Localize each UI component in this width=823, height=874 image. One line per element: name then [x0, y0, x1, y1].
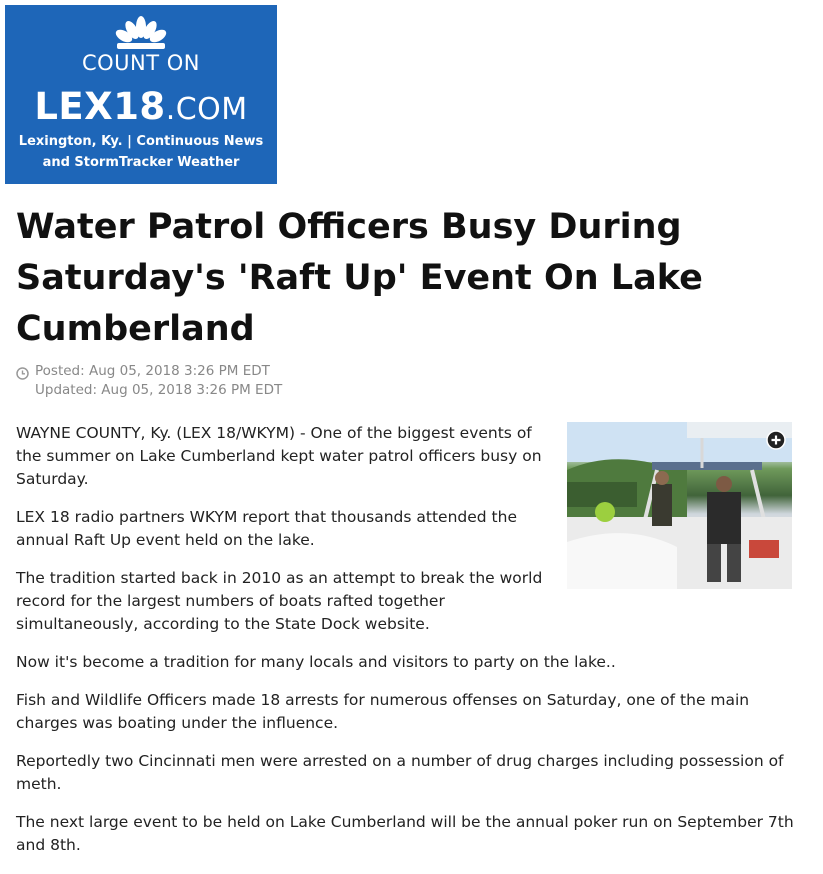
article-photo[interactable]: [567, 422, 792, 589]
article-paragraph: WAYNE COUNTY, Ky. (LEX 18/WKYM) - One of the biggest events of the summer on Lake Cumberland kept water patrol officers busy on Saturday.: [16, 424, 542, 488]
logo-tagline: [5, 131, 277, 173]
article-paragraph: The next large event to be held on Lake Cumberland will be the annual poker run on September 7th and 8th.: [16, 813, 794, 854]
article-paragraph: LEX 18 radio partners WKYM report that thousands attended the annual Raft Up event held on the lake.: [16, 508, 517, 549]
clock-icon: [16, 367, 29, 380]
updated-date: Updated: Aug 05, 2018 3:26 PM EDT: [35, 382, 283, 398]
article-body: [16, 422, 806, 872]
logo-brand-name: LEX18: [34, 85, 166, 128]
article-dates: [16, 362, 282, 400]
logo-brand: [5, 85, 277, 128]
boat-photo-image: [567, 422, 792, 589]
article-paragraph: Reportedly two Cincinnati men were arrested on a number of drug charges including possession of meth.: [16, 752, 784, 793]
zoom-plus-icon[interactable]: [766, 430, 786, 450]
logo-count-on: COUNT ON: [81, 51, 200, 75]
site-logo[interactable]: [5, 5, 277, 184]
article-title: Water Patrol Officers Busy During Saturday's 'Raft Up' Event On Lake Cumberland: [16, 207, 703, 349]
article-paragraph: Fish and Wildlife Officers made 18 arrests for numerous offenses on Saturday, one of the main charges was boating under the influence.: [16, 691, 750, 732]
logo-tagline-line1: Lexington, Ky. | Continuous News: [18, 134, 264, 149]
peacock-icon: [111, 13, 171, 49]
article-paragraph: Now it's become a tradition for many locals and visitors to party on the lake..: [16, 653, 616, 671]
logo-brand-suffix: .COM: [165, 92, 248, 127]
logo-tagline-line2: and StormTracker Weather: [42, 155, 240, 170]
posted-date: Posted: Aug 05, 2018 3:26 PM EDT: [35, 363, 270, 379]
article-paragraph: The tradition started back in 2010 as an attempt to break the world record for the largest numbers of boats rafted together simultaneously, according to the State Dock website.: [16, 569, 543, 633]
